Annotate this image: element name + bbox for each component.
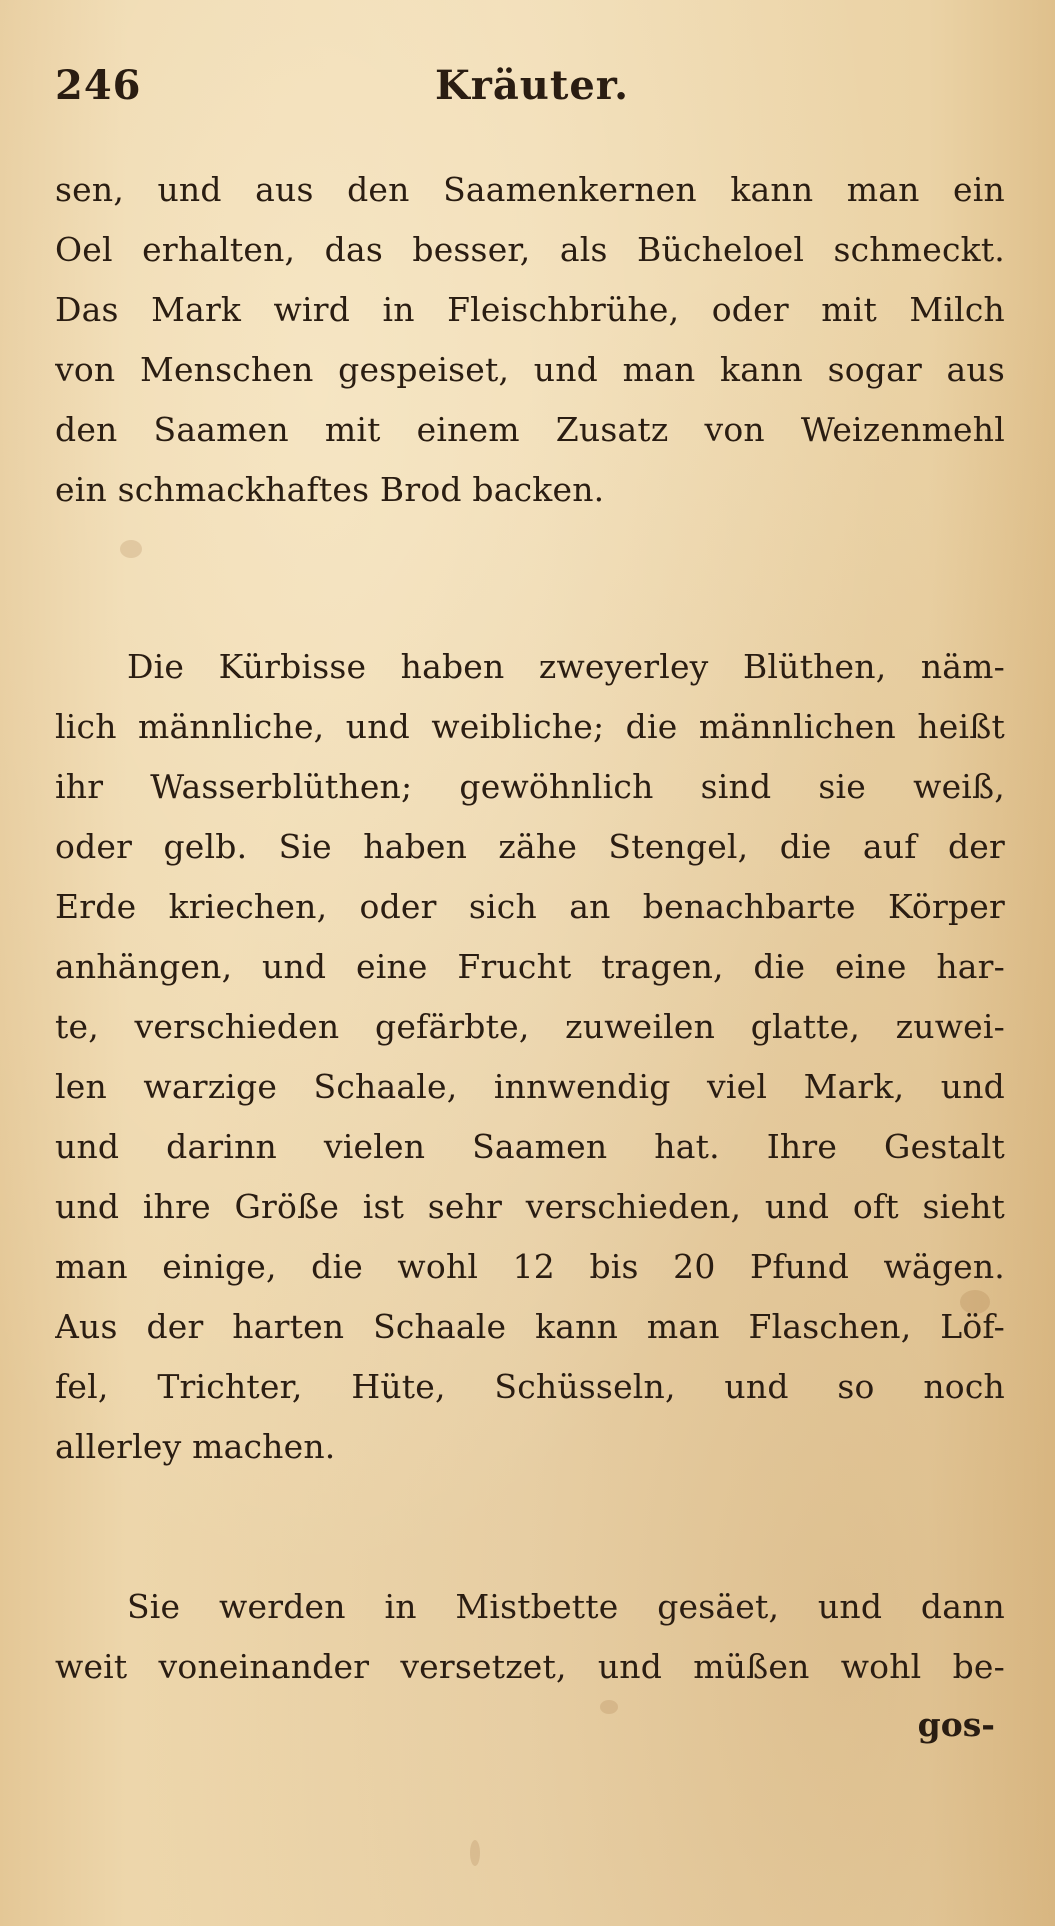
text-line: ihr Wasserblüthen; gewöhnlich sind sie weiß, <box>55 767 1005 806</box>
text-line: fel, Trichter, Hüte, Schüsseln, und so noch <box>55 1367 1005 1406</box>
paper-stain <box>120 540 142 558</box>
paragraph-3 <box>55 1577 1005 1697</box>
text-line: und darinn vielen Saamen hat. Ihre Gestalt <box>55 1127 1005 1166</box>
page-header <box>55 62 995 122</box>
paragraph-2 <box>55 637 1005 1477</box>
text-line: te, verschieden gefärbte, zuweilen glatte, zuwei- <box>55 1007 1005 1046</box>
text-line: und ihre Größe ist sehr verschieden, und oft sieht <box>55 1187 1005 1226</box>
catchword: gos- <box>917 1705 995 1744</box>
text-line: man einige, die wohl 12 bis 20 Pfund wägen. <box>55 1247 1005 1286</box>
page-number: 246 <box>55 62 142 109</box>
text-line: Sie werden in Mistbette gesäet, und dann <box>127 1587 1005 1626</box>
text-line: lich männliche, und weibliche; die männlichen heißt <box>55 707 1005 746</box>
text-line: anhängen, und eine Frucht tragen, die eine har- <box>55 947 1005 986</box>
text-line: von Menschen gespeiset, und man kann sogar aus <box>55 350 1005 389</box>
text-line: ein schmackhaftes Brod backen. <box>55 470 605 509</box>
text-line: sen, und aus den Saamenkernen kann man ein <box>55 170 1005 209</box>
text-line: Aus der harten Schaale kann man Flaschen, Löf- <box>55 1307 1005 1346</box>
paper-stain <box>470 1840 480 1866</box>
text-line: Erde kriechen, oder sich an benachbarte Körper <box>55 887 1005 926</box>
text-line: weit voneinander versetzet, und müßen wohl be- <box>55 1647 1005 1686</box>
running-head: Kräuter. <box>435 62 630 109</box>
text-line: den Saamen mit einem Zusatz von Weizenmehl <box>55 410 1005 449</box>
text-line: oder gelb. Sie haben zähe Stengel, die auf der <box>55 827 1005 866</box>
paragraph-1 <box>55 160 1005 520</box>
text-line: Die Kürbisse haben zweyerley Blüthen, näm- <box>127 647 1005 686</box>
text-line: Das Mark wird in Fleischbrühe, oder mit Milch <box>55 290 1005 329</box>
text-line: len warzige Schaale, innwendig viel Mark, und <box>55 1067 1005 1106</box>
text-line: allerley machen. <box>55 1427 336 1466</box>
text-line: Oel erhalten, das besser, als Bücheloel schmeckt. <box>55 230 1005 269</box>
catchword-line <box>55 1705 995 1765</box>
